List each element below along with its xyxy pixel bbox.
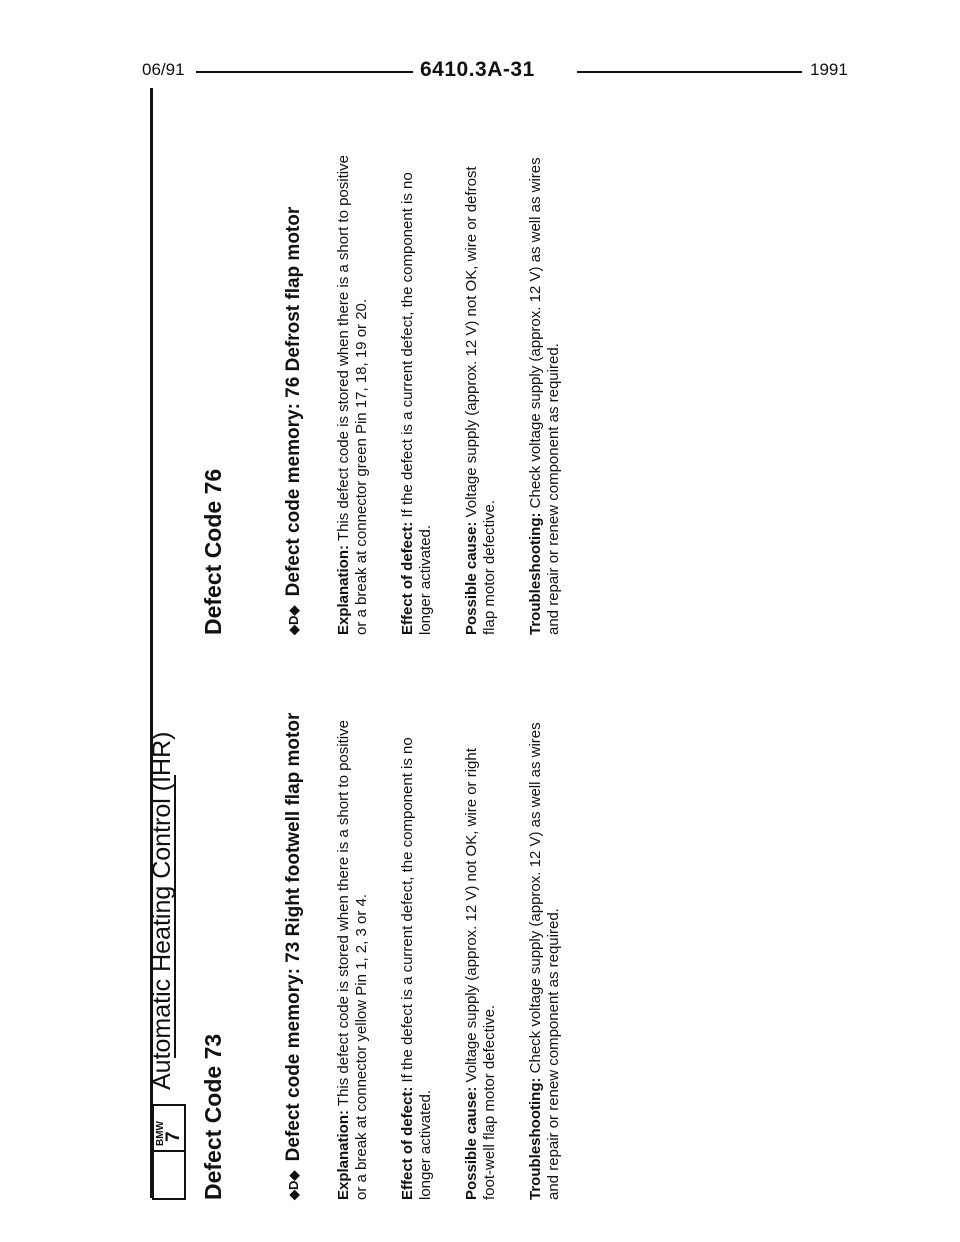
effect-of-defect: Effect of defect: If the defect is a current defect, the component is no longer activated. <box>399 172 434 635</box>
header-rule-left <box>196 71 413 73</box>
defect-code-76-title: Defect Code 76 <box>200 468 226 635</box>
defect-memory-heading: ◆D◆ Defect code memory: 73 Right footwell flap motor <box>283 712 304 1200</box>
defect-memory-heading: ◆D◆ Defect code memory: 76 Defrost flap motor <box>283 206 304 635</box>
defect-code-73-column <box>283 712 591 1200</box>
explanation: Explanation: This defect code is stored when there is a short to positive or a break at connector yellow Pin 1, 2, 3 or 4. <box>335 720 370 1200</box>
series-number: 7 <box>163 1131 184 1142</box>
header-year: 1991 <box>810 60 848 79</box>
header-date: 06/91 <box>142 60 185 79</box>
header-doc-code: 6410.3A-31 <box>420 58 535 81</box>
bmw-logo-text: BMW <box>155 1121 166 1146</box>
possible-cause: Possible cause: Voltage supply (approx. 12 V) not OK, wire or defrost flap motor defective. <box>463 166 498 635</box>
explanation: Explanation: This defect code is stored when there is a short to positive or a break at connector green Pin 17, 18, 19 or 20. <box>335 155 370 635</box>
rotated-page-content <box>148 80 600 1200</box>
header-rule-right <box>577 71 802 73</box>
section-title: Automatic Heating Control (IHR) <box>148 731 176 1090</box>
defect-memory-icon: ◆D◆ <box>286 1170 301 1200</box>
troubleshooting: Troubleshooting: Check voltage supply (approx. 12 V) as well as wires and repair or renew component as required. <box>527 722 562 1200</box>
effect-of-defect: Effect of defect: If the defect is a current defect, the component is no longer activated. <box>399 737 434 1200</box>
defect-code-76-column <box>283 155 591 635</box>
troubleshooting: Troubleshooting: Check voltage supply (approx. 12 V) as well as wires and repair or renew component as required. <box>527 157 562 635</box>
bmw-logo-box <box>152 1104 186 1200</box>
defect-memory-icon: ◆D◆ <box>286 605 301 635</box>
defect-code-73-title: Defect Code 73 <box>200 1033 226 1200</box>
possible-cause: Possible cause: Voltage supply (approx. 12 V) not OK, wire or right foot-well flap motor defective. <box>463 748 498 1200</box>
